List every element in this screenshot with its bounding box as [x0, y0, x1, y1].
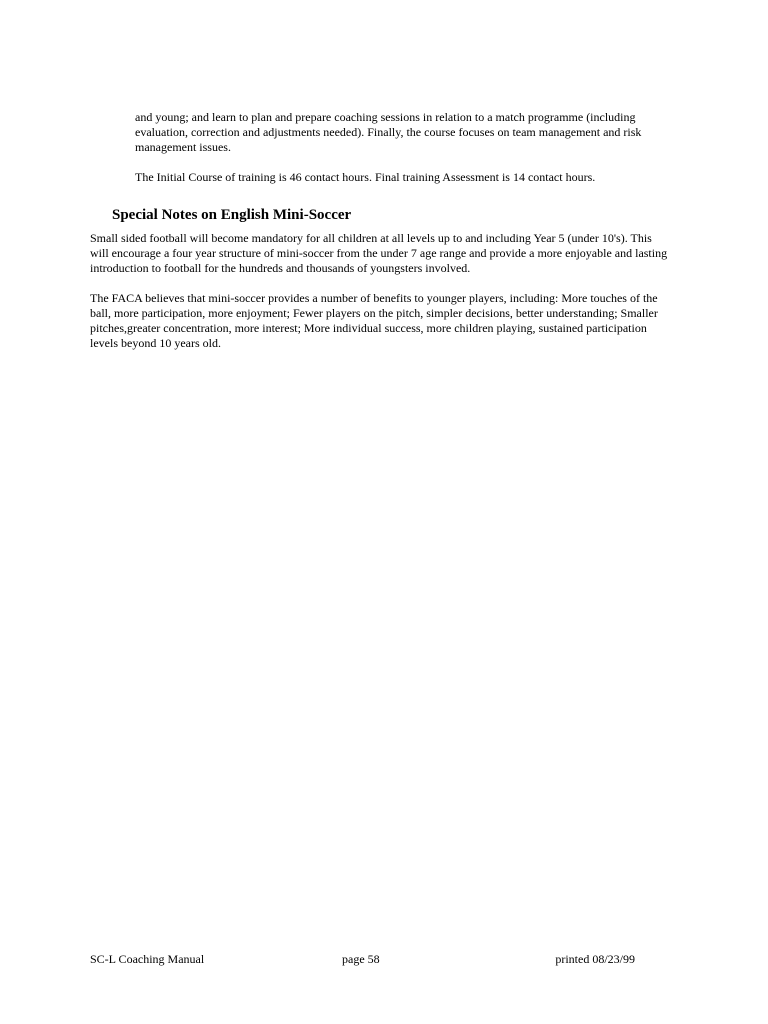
mandatory-small-sided-paragraph: Small sided football will become mandatory for all children at all levels up to and including Year 5 (under 10's). This will encourage a four year structure of mini-soccer from the under 7 age range and provide a more enjoyable and lasting introduction to football for the hundreds and thousands of youngsters involved. — [90, 231, 668, 275]
footer-print-date: printed 08/23/99 — [555, 952, 635, 966]
mini-soccer-notes-block — [90, 231, 670, 351]
faca-benefits-paragraph: The FACA believes that mini-soccer provides a number of benefits to younger players, including: More touches of the ball, more participation, more enjoyment; Fewer players on the pitch, simpler decisions, better understanding; Smaller pitches,greater concentration, more interest; More individual success, more children playing, sustained participation levels beyond 10 years old. — [90, 291, 658, 350]
course-description-paragraph: and young; and learn to plan and prepare coaching sessions in relation to a match programme (including evaluation, correction and adjustments needed). Finally, the course focuses on team management and risk management issues. — [135, 110, 642, 154]
footer-page-number: page 58 — [342, 952, 380, 966]
contact-hours-paragraph: The Initial Course of training is 46 contact hours. Final training Assessment is 14 contact hours. — [135, 170, 596, 184]
course-description-block — [135, 110, 675, 185]
section-heading: Special Notes on English Mini-Soccer — [112, 207, 352, 223]
footer-manual-title: SC-L Coaching Manual — [90, 952, 205, 966]
page-footer — [90, 952, 635, 968]
